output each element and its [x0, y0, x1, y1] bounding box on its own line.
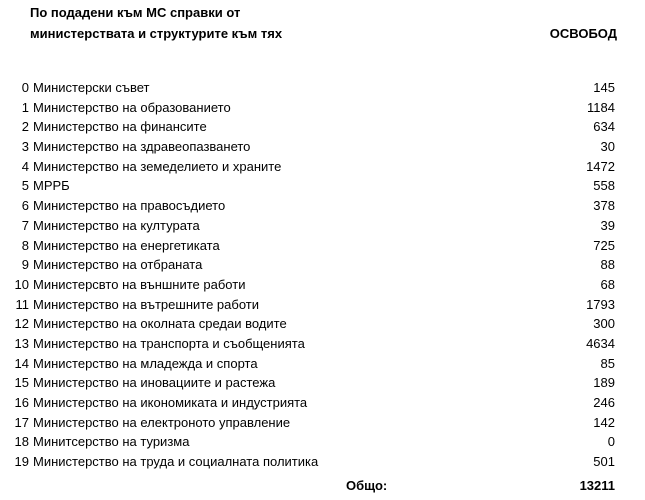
row-index: 5: [21, 178, 29, 194]
row-index: 19: [14, 454, 29, 470]
row-index: 8: [21, 237, 29, 253]
row-ministry-name: Министерство на труда и социалната политика: [33, 454, 319, 470]
table-row: [0, 354, 645, 374]
table-row: [0, 373, 645, 393]
title-line-1: По подадени към МС справки от: [30, 5, 241, 20]
row-ministry-name: Министерство на образованието: [33, 99, 231, 115]
row-ministry-name: Министерство на финансите: [33, 119, 207, 135]
row-value: 85: [600, 355, 615, 371]
row-value: 378: [593, 198, 615, 214]
row-ministry-name: Министерство на младежда и спорта: [33, 355, 258, 371]
row-ministry-name: Министерство на енергетиката: [33, 237, 220, 253]
row-ministry-name: Министерсвто на външните работи: [33, 276, 246, 292]
title-line-2: министерствата и структурите към тях: [30, 26, 283, 41]
column-header-osvobod: ОСВОБОД: [549, 26, 617, 41]
row-index: 10: [14, 276, 29, 292]
total-value: 13211: [579, 478, 615, 493]
table-row: [0, 255, 645, 275]
row-value: 634: [593, 119, 615, 135]
table-row: [0, 157, 645, 177]
row-ministry-name: Министерство на икономиката и индустрията: [33, 395, 308, 410]
row-index: 9: [21, 257, 29, 273]
total-label: Общо:: [346, 478, 388, 493]
row-ministry-name: Министерство на културата: [33, 217, 200, 233]
row-index: 11: [15, 296, 29, 312]
row-index: 1: [21, 99, 29, 115]
row-index: 14: [14, 355, 29, 371]
table-title: [30, 2, 282, 44]
table-row: [0, 393, 645, 413]
row-ministry-name: Минитсерство на туризма: [33, 434, 190, 450]
row-index: 13: [14, 335, 29, 351]
row-value: 558: [593, 178, 615, 194]
row-index: 17: [14, 414, 29, 430]
table-row: [0, 432, 645, 452]
row-index: 6: [21, 198, 29, 214]
row-value: 1472: [586, 158, 615, 174]
row-value: 1184: [587, 99, 615, 115]
row-ministry-name: МРРБ: [33, 178, 70, 194]
row-value: 4634: [586, 335, 615, 351]
row-value: 246: [593, 395, 615, 410]
table-row: [0, 176, 645, 196]
row-ministry-name: Министерство на околната средаи водите: [33, 316, 287, 332]
row-index: 12: [14, 316, 29, 332]
row-index: 0: [21, 80, 29, 95]
row-value: 501: [593, 454, 615, 470]
row-value: 88: [600, 257, 615, 273]
row-ministry-name: Министерство на иновациите и растежа: [33, 375, 276, 391]
table-row: [0, 452, 645, 472]
table-row: [0, 216, 645, 236]
table-row: [0, 137, 645, 157]
row-ministry-name: Министерство на електроното управление: [33, 414, 291, 430]
table-row: [0, 98, 645, 118]
table-row: [0, 117, 645, 137]
table-body: [0, 78, 645, 472]
row-value: 30: [600, 139, 615, 155]
row-ministry-name: Министерство на транспорта и съобщенията: [33, 335, 305, 351]
row-value: 145: [593, 80, 615, 95]
table-row: [0, 78, 645, 98]
row-ministry-name: Министерство на отбраната: [33, 257, 203, 273]
row-value: 68: [600, 276, 615, 292]
table-row: [0, 334, 645, 354]
table-row: [0, 295, 645, 315]
row-index: 16: [14, 395, 29, 410]
total-row: [0, 476, 645, 496]
row-index: 15: [14, 375, 29, 391]
table-row: [0, 196, 645, 216]
table-row: [0, 413, 645, 433]
row-index: 7: [21, 217, 29, 233]
row-value: 142: [593, 414, 615, 430]
row-ministry-name: Министерски съвет: [33, 80, 150, 95]
row-ministry-name: Министерство на земеделието и храните: [33, 158, 282, 174]
row-index: 4: [21, 158, 29, 174]
row-value: 725: [593, 237, 615, 253]
row-ministry-name: Министерство на здравеопазването: [33, 139, 251, 155]
row-value: 189: [593, 375, 615, 391]
row-index: 2: [21, 119, 29, 135]
table-row: [0, 275, 645, 295]
row-ministry-name: Министерство на вътрешните работи: [33, 296, 259, 312]
row-value: 0: [607, 434, 615, 450]
row-value: 39: [600, 217, 615, 233]
table-row: [0, 236, 645, 256]
table-row: [0, 314, 645, 334]
row-index: 3: [21, 139, 29, 155]
row-value: 1793: [586, 296, 615, 312]
row-value: 300: [593, 316, 615, 332]
row-ministry-name: Министерство на правосъдието: [33, 198, 226, 214]
row-index: 18: [14, 434, 29, 450]
